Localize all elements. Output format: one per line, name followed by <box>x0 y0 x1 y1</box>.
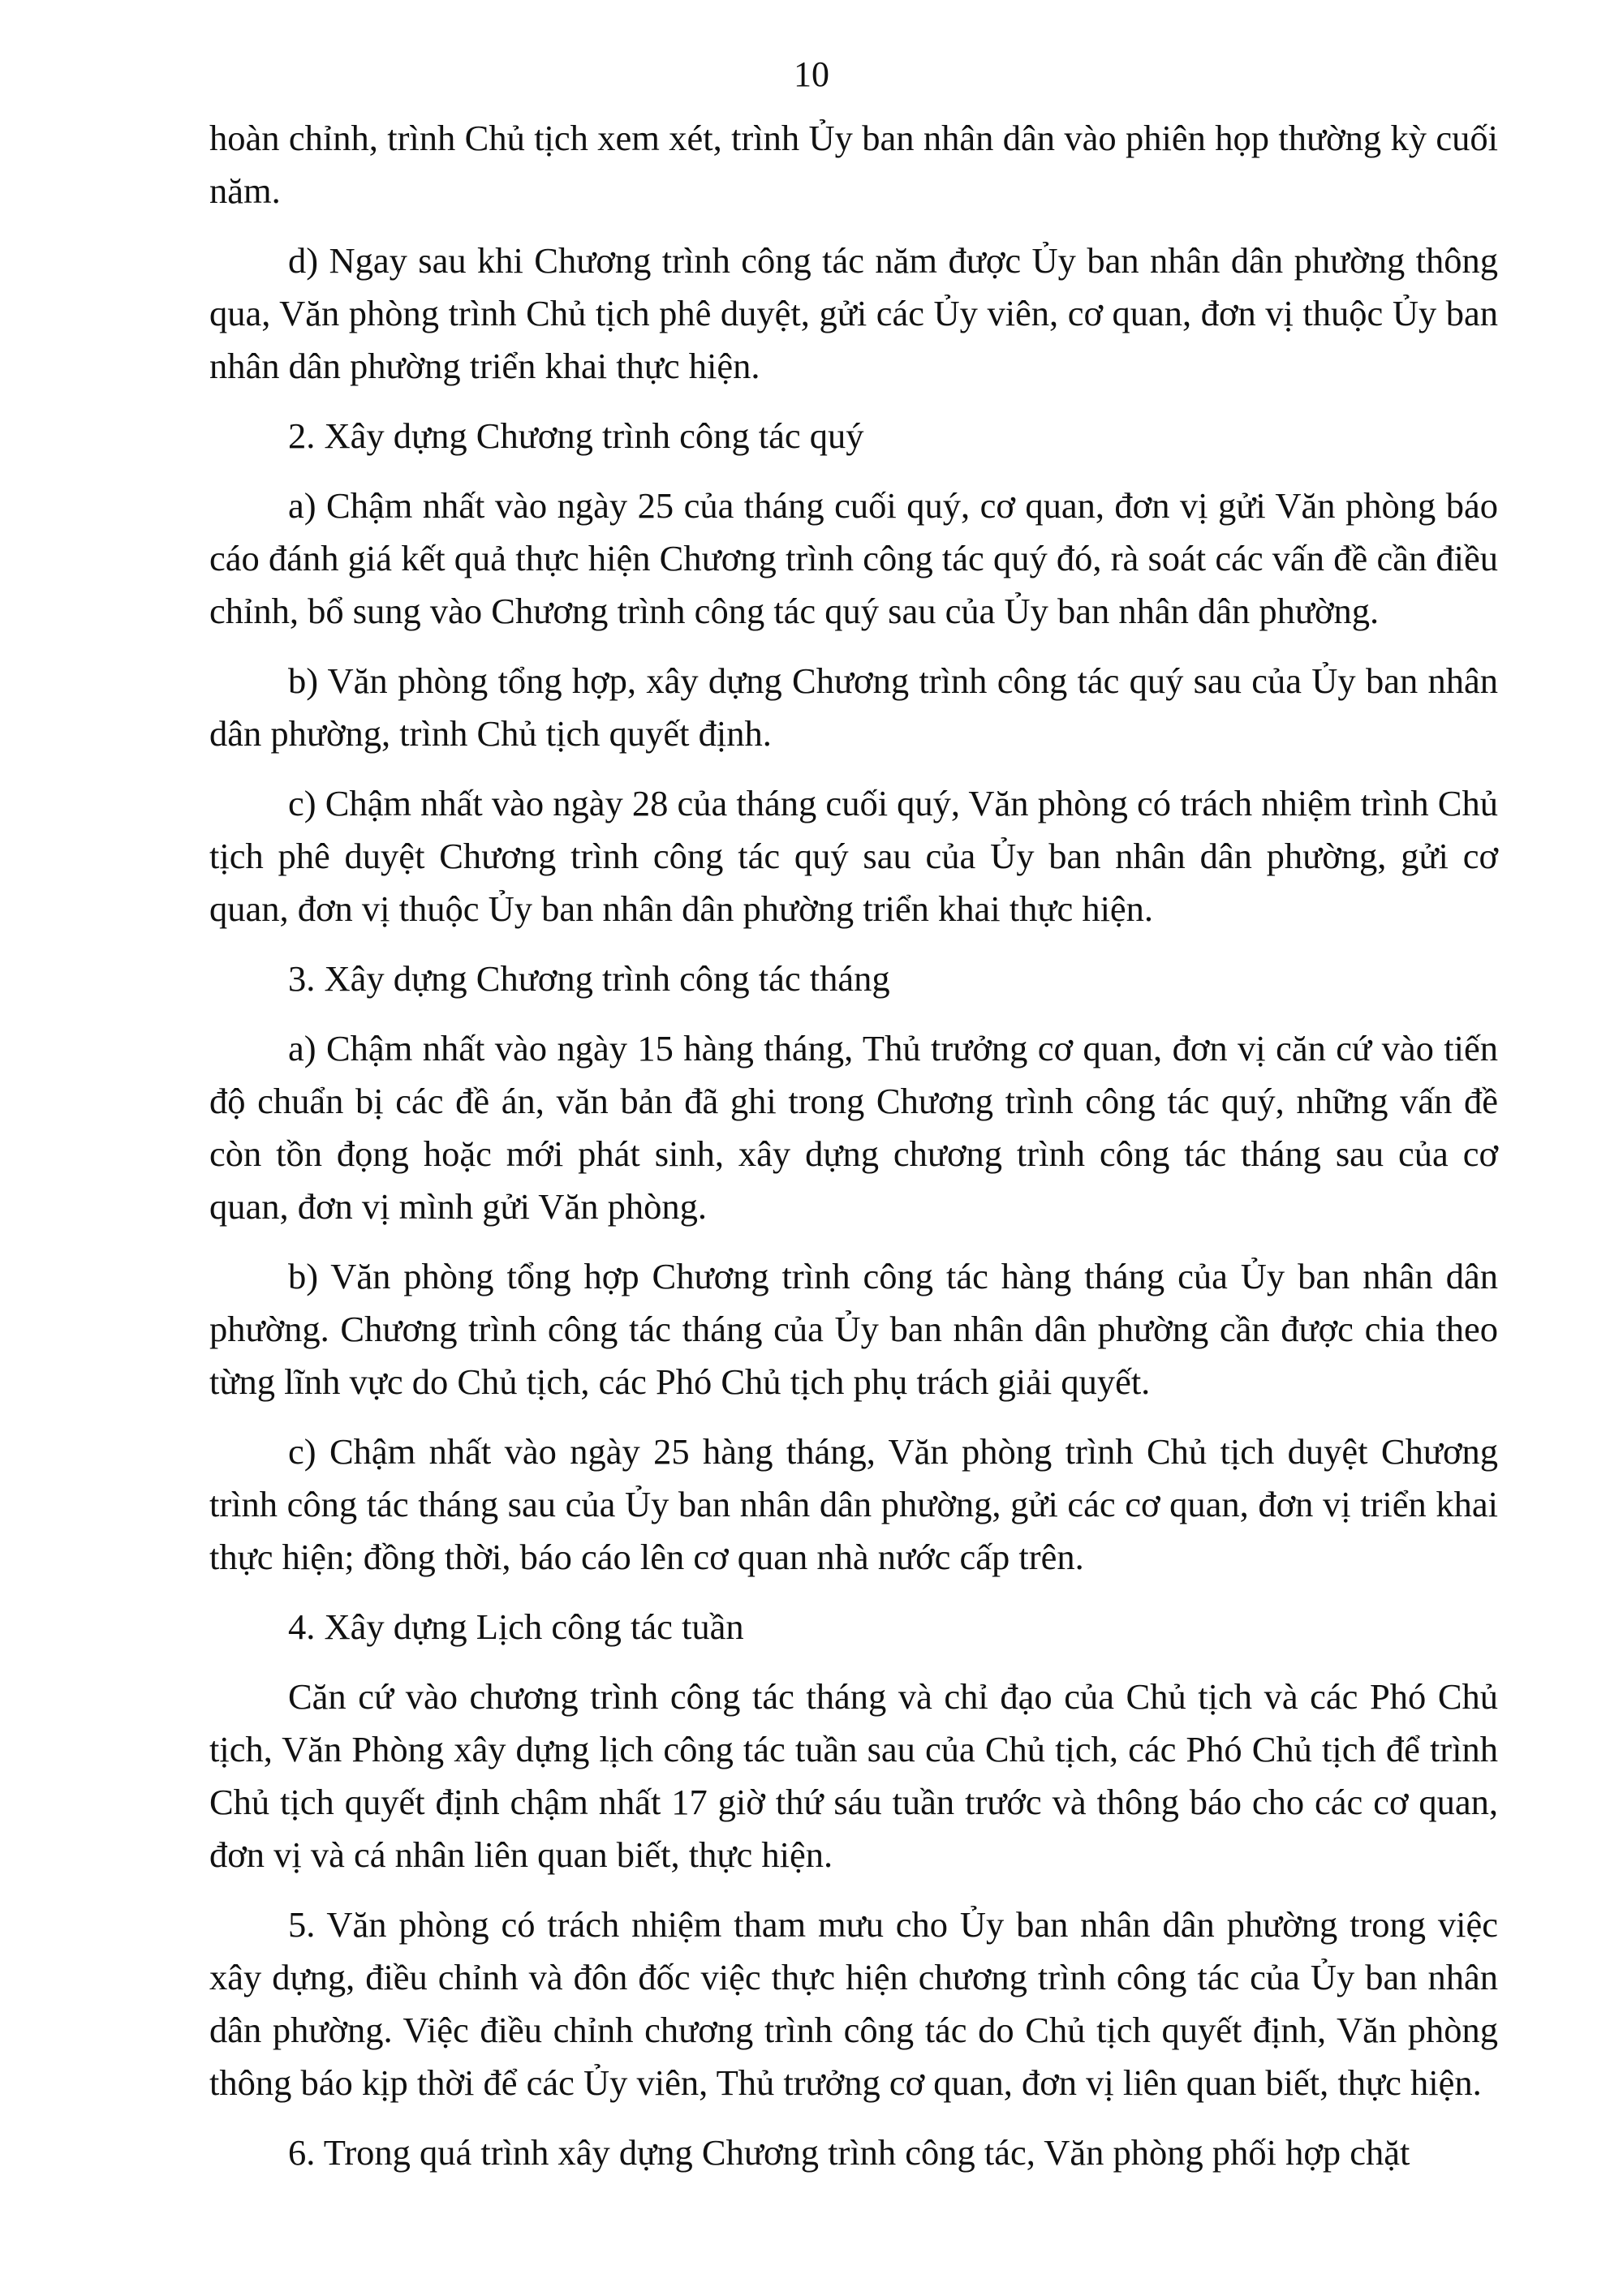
paragraph-item-d: d) Ngay sau khi Chương trình công tác năm được Ủy ban nhân dân phường thông qua, Văn phòng trình Chủ tịch phê duyệt, gửi các Ủy viên, cơ quan, đơn vị thuộc Ủy ban nhân dân phường triển khai thực hiện. <box>209 240 1498 386</box>
section-heading-2: 2. Xây dựng Chương trình công tác quý <box>288 415 864 456</box>
section-heading-3: 3. Xây dựng Chương trình công tác tháng <box>288 958 890 999</box>
document-body <box>209 112 1498 2196</box>
paragraph-4-body: Căn cứ vào chương trình công tác tháng và chỉ đạo của Chủ tịch và các Phó Chủ tịch, Văn Phòng xây dựng lịch công tác tuần sau của Chủ tịch, các Phó Chủ tịch để trình Chủ tịch quyết định chậm nhất 17 giờ thứ sáu tuần trước và thông báo cho các cơ quan, đơn vị và cá nhân liên quan biết, thực hiện. <box>209 1676 1498 1875</box>
paragraph-2b: b) Văn phòng tổng hợp, xây dựng Chương trình công tác quý sau của Ủy ban nhân dân phường, trình Chủ tịch quyết định. <box>209 660 1498 754</box>
paragraph-continuation: hoàn chỉnh, trình Chủ tịch xem xét, trình Ủy ban nhân dân vào phiên họp thường kỳ cuối năm. <box>209 118 1498 211</box>
paragraph-3a: a) Chậm nhất vào ngày 15 hàng tháng, Thủ trưởng cơ quan, đơn vị căn cứ vào tiến độ chuẩn bị các đề án, văn bản đã ghi trong Chương trình công tác quý, những vấn đề còn tồn đọng hoặc mới phát sinh, xây dựng chương trình công tác tháng sau của cơ quan, đơn vị mình gửi Văn phòng. <box>209 1028 1498 1227</box>
paragraph-2c: c) Chậm nhất vào ngày 28 của tháng cuối quý, Văn phòng có trách nhiệm trình Chủ tịch phê duyệt Chương trình công tác quý sau của Ủy ban nhân dân phường, gửi cơ quan, đơn vị thuộc Ủy ban nhân dân phường triển khai thực hiện. <box>209 783 1498 929</box>
paragraph-5: 5. Văn phòng có trách nhiệm tham mưu cho Ủy ban nhân dân phường trong việc xây dựng, điều chỉnh và đôn đốc việc thực hiện chương trình công tác của Ủy ban nhân dân phường. Việc điều chỉnh chương trình công tác do Chủ tịch quyết định, Văn phòng thông báo kịp thời để các Ủy viên, Thủ trưởng cơ quan, đơn vị liên quan biết, thực hiện. <box>209 1904 1498 2103</box>
paragraph-6: 6. Trong quá trình xây dựng Chương trình công tác, Văn phòng phối hợp chặt <box>288 2132 1410 2173</box>
page-number: 10 <box>794 54 829 94</box>
paragraph-3b: b) Văn phòng tổng hợp Chương trình công tác hàng tháng của Ủy ban nhân dân phường. Chương trình công tác tháng của Ủy ban nhân dân phường cần được chia theo từng lĩnh vực do Chủ tịch, các Phó Chủ tịch phụ trách giải quyết. <box>209 1256 1498 1402</box>
paragraph-2a: a) Chậm nhất vào ngày 25 của tháng cuối quý, cơ quan, đơn vị gửi Văn phòng báo cáo đánh giá kết quả thực hiện Chương trình công tác quý đó, rà soát các vấn đề cần điều chỉnh, bổ sung vào Chương trình công tác quý sau của Ủy ban nhân dân phường. <box>209 485 1498 631</box>
paragraph-3c: c) Chậm nhất vào ngày 25 hàng tháng, Văn phòng trình Chủ tịch duyệt Chương trình công tác tháng sau của Ủy ban nhân dân phường, gửi các cơ quan, đơn vị triển khai thực hiện; đồng thời, báo cáo lên cơ quan nhà nước cấp trên. <box>209 1431 1498 1577</box>
section-heading-4: 4. Xây dựng Lịch công tác tuần <box>288 1606 744 1647</box>
